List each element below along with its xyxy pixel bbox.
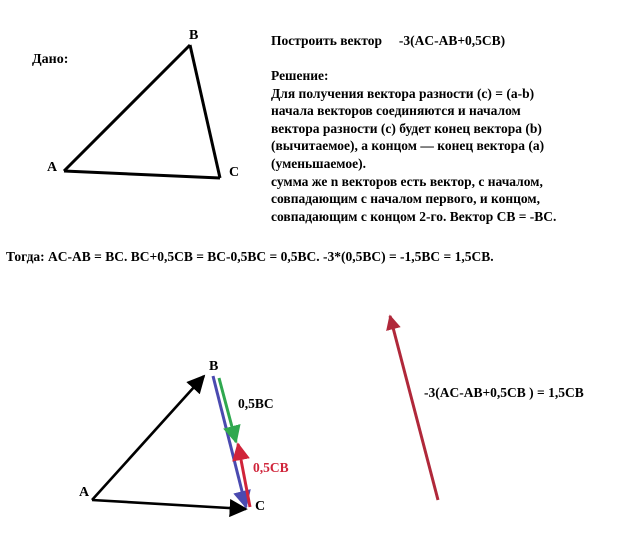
bottom-vertex-b-label: B bbox=[209, 359, 219, 374]
solution-heading: Решение: bbox=[271, 68, 329, 83]
top-triangle bbox=[64, 45, 220, 178]
solution-block bbox=[271, 67, 556, 225]
label-half-cb: 0,5CB bbox=[253, 460, 289, 475]
top-vertex-b-label: B bbox=[189, 28, 199, 43]
vector-ac bbox=[92, 500, 246, 509]
solution-line: (вычитаемое), а концом — конец вектора (a) bbox=[271, 138, 545, 154]
vector-ab bbox=[92, 376, 204, 500]
given-label: Дано: bbox=[32, 52, 69, 67]
solution-line: начала векторов соединяются и началом bbox=[271, 103, 521, 119]
bottom-vertex-c-label: C bbox=[255, 499, 266, 514]
solution-line: совпадающим с концом 2-го. Вектор CB = -BC. bbox=[271, 208, 557, 224]
then-line: Тогда: AC-AB = BC. BC+0,5CB = BC-0,5BC = 0,5BC. -3*(0,5BC) = -1,5BC = 1,5CB. bbox=[6, 249, 494, 264]
top-vertex-a-label: A bbox=[47, 160, 58, 175]
label-half-bc: 0,5BC bbox=[238, 396, 274, 411]
solution-line: Для получения вектора разности (c) = (a-b) bbox=[271, 85, 535, 101]
bottom-vertex-a-label: A bbox=[79, 485, 90, 500]
top-side-bc bbox=[190, 45, 220, 178]
solution-line: совпадающим с началом первого, и концом, bbox=[271, 191, 540, 207]
task-statement: Построить вектор -3(AC-AB+0,5CB) bbox=[271, 33, 506, 48]
solution-line: (уменьшаемое). bbox=[271, 155, 366, 171]
vector-result-1-5cb bbox=[390, 316, 438, 500]
bottom-triangle bbox=[92, 376, 250, 509]
result-label: -3(AC-AB+0,5CB ) = 1,5CB bbox=[424, 385, 584, 400]
solution-line: вектора разности (c) будет конец вектора (b) bbox=[271, 120, 542, 136]
top-vertex-c-label: C bbox=[229, 165, 240, 180]
top-side-ac bbox=[64, 171, 220, 178]
top-side-ab bbox=[64, 45, 190, 171]
solution-line: сумма же n векторов есть вектор, с началом, bbox=[271, 173, 543, 189]
